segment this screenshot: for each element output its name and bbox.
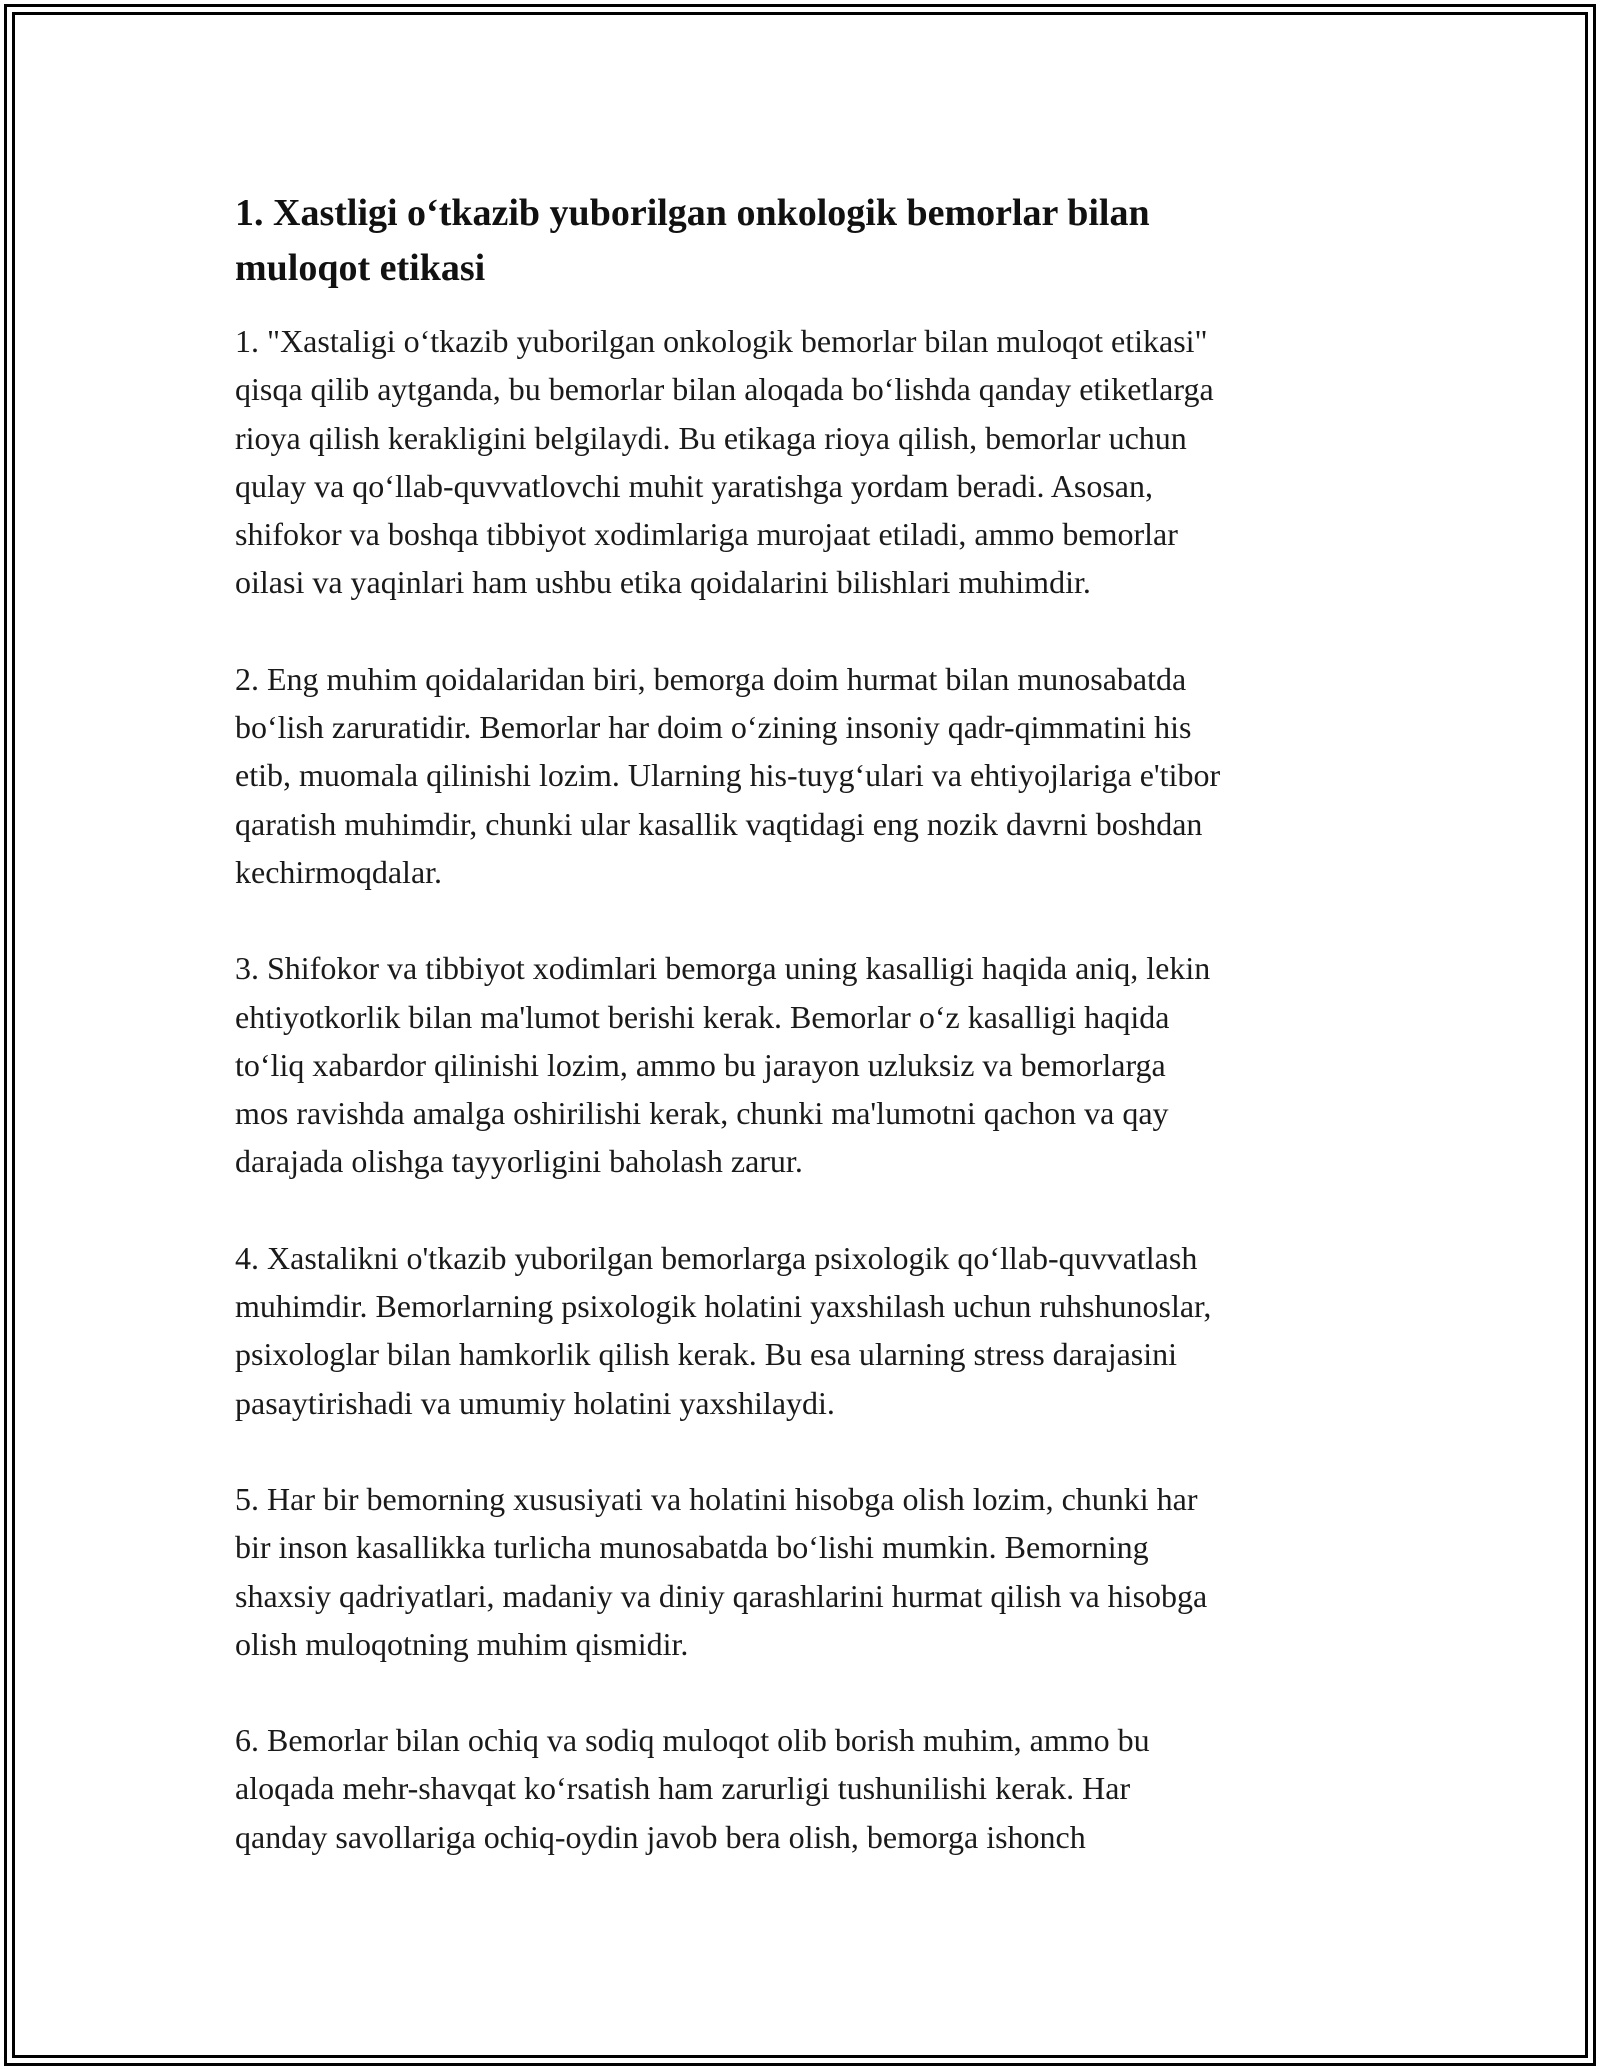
paragraph-2: [235, 655, 1395, 896]
paragraph-line: qanday savollariga ochiq-oydin javob bera olish, bemorga ishonch: [235, 1818, 1086, 1855]
paragraph-line: 4. Xastalikni o'tkazib yuborilgan bemorlarga psixologik qo‘llab-quvvatlash: [235, 1239, 1198, 1276]
document-body: [235, 186, 1395, 1909]
paragraph-line: 5. Har bir bemorning xususiyati va holatini hisobga olish lozim, chunki har: [235, 1480, 1198, 1517]
title-line: muloqot etikasi: [235, 247, 486, 289]
paragraph-line: kechirmoqdalar.: [235, 853, 443, 890]
paragraph-line: qulay va qo‘llab-quvvatlovchi muhit yaratishga yordam beradi. Asosan,: [235, 467, 1153, 504]
paragraph-line: 6. Bemorlar bilan ochiq va sodiq muloqot olib borish muhim, ammo bu: [235, 1722, 1150, 1759]
paragraph-line: to‘liq xabardor qilinishi lozim, ammo bu jarayon uzluksiz va bemorlarga: [235, 1046, 1166, 1083]
paragraph-5: [235, 1475, 1395, 1668]
paragraph-line: pasaytirishadi va umumiy holatini yaxshilaydi.: [235, 1384, 835, 1421]
paragraph-line: 2. Eng muhim qoidalaridan biri, bemorga doim hurmat bilan munosabatda: [235, 660, 1187, 697]
paragraph-line: ehtiyotkorlik bilan ma'lumot berishi kerak. Bemorlar o‘z kasalligi haqida: [235, 998, 1170, 1035]
document-title: [235, 186, 1395, 296]
paragraph-1: [235, 317, 1395, 607]
paragraph-4: [235, 1234, 1395, 1427]
paragraph-line: qisqa qilib aytganda, bu bemorlar bilan aloqada bo‘lishda qanday etiketlarga: [235, 371, 1214, 408]
paragraph-line: oilasi va yaqinlari ham ushbu etika qoidalarini bilishlari muhimdir.: [235, 564, 1091, 601]
paragraph-3: [235, 944, 1395, 1185]
paragraph-6: [235, 1716, 1395, 1861]
paragraph-line: olish muloqotning muhim qismidir.: [235, 1625, 689, 1662]
paragraph-line: bir inson kasallikka turlicha munosabatda bo‘lishi mumkin. Bemorning: [235, 1529, 1149, 1566]
paragraph-line: aloqada mehr-shavqat ko‘rsatish ham zarurligi tushunilishi kerak. Har: [235, 1770, 1131, 1807]
paragraph-line: 1. "Xastaligi o‘tkazib yuborilgan onkologik bemorlar bilan muloqot etikasi": [235, 323, 1208, 359]
paragraph-line: muhimdir. Bemorlarning psixologik holatini yaxshilash uchun ruhshunoslar,: [235, 1288, 1212, 1325]
paragraph-line: mos ravishda amalga oshirilishi kerak, chunki ma'lumotni qachon va qay: [235, 1095, 1169, 1132]
paragraph-line: rioya qilish kerakligini belgilaydi. Bu etikaga rioya qilish, bemorlar uchun: [235, 419, 1187, 456]
paragraph-line: shaxsiy qadriyatlari, madaniy va diniy qarashlarini hurmat qilish va hisobga: [235, 1577, 1208, 1614]
paragraph-line: qaratish muhimdir, chunki ular kasallik vaqtidagi eng nozik davrni boshdan: [235, 805, 1203, 842]
paragraph-line: darajada olishga tayyorligini baholash zarur.: [235, 1143, 803, 1180]
paragraph-line: etib, muomala qilinishi lozim. Ularning his-tuyg‘ulari va ehtiyojlariga e'tibor: [235, 757, 1221, 794]
paragraph-line: psixologlar bilan hamkorlik qilish kerak. Bu esa ularning stress darajasini: [235, 1336, 1178, 1373]
title-line: 1. Xastligi o‘tkazib yuborilgan onkologik bemorlar bilan: [235, 192, 1150, 234]
paragraph-line: bo‘lish zaruratidir. Bemorlar har doim o‘zining insoniy qadr-qimmatini his: [235, 709, 1192, 746]
paragraph-line: shifokor va boshqa tibbiyot xodimlariga murojaat etiladi, ammo bemorlar: [235, 516, 1178, 553]
paragraph-line: 3. Shifokor va tibbiyot xodimlari bemorga uning kasalligi haqida aniq, lekin: [235, 950, 1211, 987]
paragraph-list: [235, 317, 1395, 1861]
